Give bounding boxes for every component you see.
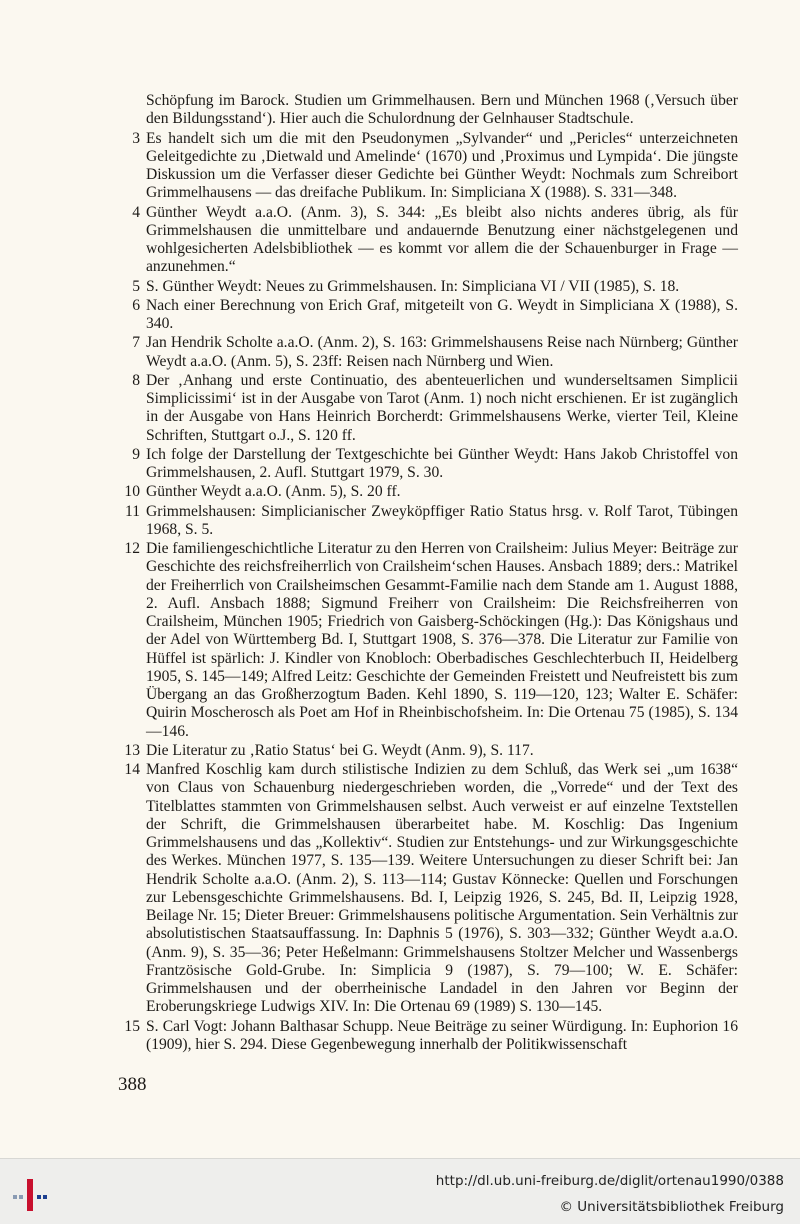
footnote-item [118,483,738,501]
footnote-item [118,278,738,296]
footnote-number: 9 [132,445,140,463]
footnote-text: Günther Weydt a.a.O. (Anm. 5), S. 20 ff. [146,483,401,501]
footnote-item [118,297,738,334]
footnote-item [118,204,738,277]
footer-bar [0,1158,800,1224]
footnote-text: Ich folge der Darstellung der Textgeschichte bei Günther Weydt: Hans Jakob Christoffel von Grimmelshausen, 2. Aufl. Stuttgart 1979, S. 30. [146,445,738,481]
footnote-item [118,334,738,371]
footnote-item [118,540,738,741]
footnote-text: Nach einer Berechnung von Erich Graf, mitgeteilt von G. Weydt in Simpliciana X (1988), S. 340. [146,296,738,332]
footnote-item [118,761,738,1017]
footnote-number: 13 [124,741,140,759]
footnote-number: 6 [132,296,140,314]
footnote-text: Günther Weydt a.a.O. (Anm. 3), S. 344: „Es bleibt also nichts anderes übrig, als für Grimmelshausen die unmittelbare und andauernde Benutzung einer nächstgelegenen und wohlgesicherten Adelsbibliothek — es kommt vor allem die der Schauenburger in Frage — anzunehmen.“ [146,203,738,276]
footnote-text: Schöpfung im Barock. Studien um Grimmelhausen. Bern und München 1968 (‚Versuch über den Bildungsstand‘). Hier auch die Schulordnung der Gelnhauser Stadtschule. [146,92,738,128]
footnote-number: 10 [124,483,140,501]
footnote-text: Die Literatur zu ‚Ratio Status‘ bei G. Weydt (Anm. 9), S. 117. [146,741,534,759]
footnote-item [118,130,738,203]
footnote-text: Es handelt sich um die mit den Pseudonymen „Sylvander“ und „Pericles“ unterzeichneten Geleitgedichte zu ‚Dietwald und Amelinde‘ (1670) und ‚Proximus und Lympida‘. Die jüngste Diskussion um die Verfasser dieser Gedichte bei Günther Weydt: Nochmals zum Schreibort Grimmelhausens — das dreifache Publikum. In: Simpliciana X (1988). S. 331—348. [146,129,738,202]
footnote-text: Jan Hendrik Scholte a.a.O. (Anm. 2), S. 163: Grimmelshausens Reise nach Nürnberg; Günther Weydt a.a.O. (Anm. 5), S. 23ff: Reisen nach Nürnberg und Wien. [146,334,738,370]
footnote-number: 12 [124,540,140,557]
footnote-number: 3 [132,129,140,147]
source-url-link[interactable]: http://dl.ub.uni-freiburg.de/diglit/ortenau1990/0388 [435,1173,784,1189]
page-number: 388 [118,1074,147,1095]
footnote-text: Die familiengeschichtliche Literatur zu den Herren von Crailsheim: Julius Meyer: Beiträge zur Geschichte des reichsfreiherrlich von Crailsheim‘schen Hauses. Ansbach 1889; ders.: Matrikel der Freiherrlich von Crailsheimschen Gesammt-Familie nach dem Stande am 1. August 1888, 2. Aufl. Ansbach 1888; Sigmund Freiherr von Crailsheim: Die Reichsfreiherren von Crailsheim, München 1905; Friedrich von Gaisberg-Schöckingen (Hg.): Das Königshaus und der Adel von Württemberg Bd. I, Stuttgart 1908, S. 376—378. Die Literatur zur Familie von Hüffel ist spärlich: J. Kindler von Knobloch: Oberbadisches Geschlechterbuch II, Heidelberg 1905, S. 145—149; Alfred Leitz: Geschichte der Gemeinden Freistett und Neufreistett bis zum Übergang an das Großherzogtum Baden. Kehl 1890, S. 119—120, 123; Walter E. Schäfer: Quirin Moscherosch als Poet am Hof in Rheinbischofsheim. In: Die Ortenau 75 (1985), S. 134—146. [146,540,738,740]
footnote-text: Der ‚Anhang und erste Continuatio, des abenteuerlichen und wunderseltsamen Simplicii Simplicissimi‘ ist in der Ausgabe von Tarot (Anm. 1) noch nicht erschienen. Er ist zugänglich in der Ausgabe von Hans Heinrich Borcherdt: Grimmelshausens Werke, vierter Teil, Kleine Schriften, Stuttgart o.J., S. 120 ff. [146,371,738,444]
footnote-item [118,446,738,483]
footnote-number: 14 [124,761,140,778]
footnote-number: 15 [124,1017,140,1035]
footnote-number: 5 [132,277,140,295]
footnote-item [118,1018,738,1055]
ub-freiburg-logo-icon [10,1173,50,1217]
footnote-item [118,503,738,540]
footnote-item [118,742,738,760]
footnote-text: Manfred Koschlig kam durch stilistische Indizien zu dem Schluß, das Werk sei „um 1638“ von Claus von Schauenburg niedergeschrieben worden, die „Vorrede“ und der Text des Titelblattes stammten von Grimmelshausen selbst. Auch verweist er auf einzelne Textstellen der Schrift, die Grimmelshausen überarbeitet habe. M. Koschlig: Das Ingenium Grimmelshausens und das „Kollektiv“. Studien zur Entstehungs- und zur Wirkungsgeschichte des Werkes. München 1977, S. 135—139. Weitere Untersuchungen zu dieser Schrift bei: Jan Hendrik Scholte a.a.O. (Anm. 2), S. 113—114; Gustav Könnecke: Quellen und Forschungen zur Lebensgeschichte Grimmelshausens. Bd. I, Leipzig 1926, S. 245, Bd. II, Leipzig 1928, Beilage Nr. 15; Dieter Breuer: Grimmelshausens politische Argumentation. Sein Verhältnis zur absolutistischen Staatsauffassung. In: Daphnis 5 (1976), S. 303—332; Günther Weydt a.a.O. (Anm. 9), S. 35—36; Peter Heßelmann: Grimmelshausens Stoltzer Melcher und Wassenbergs Frantzösische Gold-Grube. In: Simplicia 9 (1987), S. 79—100; W. E. Schäfer: Grimmelshausen und der oberrheinische Landadel in den Jahren vor Beginn der Eroberungskriege Ludwigs XIV. In: Die Ortenau 69 (1989) S. 130—145. [146,761,738,1016]
footnote-item [118,372,738,445]
footnote-number: 11 [124,502,140,520]
footnote-number: 7 [132,334,140,352]
footnote-item [118,92,738,129]
copyright-text: © Universitätsbibliothek Freiburg [559,1199,784,1215]
footnote-text: Grimmelshausen: Simplicianischer Zweyköpffiger Ratio Status hrsg. v. Rolf Tarot, Tübingen 1968, S. 5. [146,502,738,538]
footnote-text: S. Carl Vogt: Johann Balthasar Schupp. Neue Beiträge zu seiner Würdigung. In: Euphorion 16 (1909), hier S. 294. Diese Gegenbewegung innerhalb der Politikwissenschaft [146,1017,738,1053]
footnote-text: S. Günther Weydt: Neues zu Grimmelshausen. In: Simpliciana VI / VII (1985), S. 18. [146,277,680,295]
footnote-number: 4 [132,203,140,221]
footnotes-block [118,92,738,1055]
footnote-number: 8 [132,371,140,389]
